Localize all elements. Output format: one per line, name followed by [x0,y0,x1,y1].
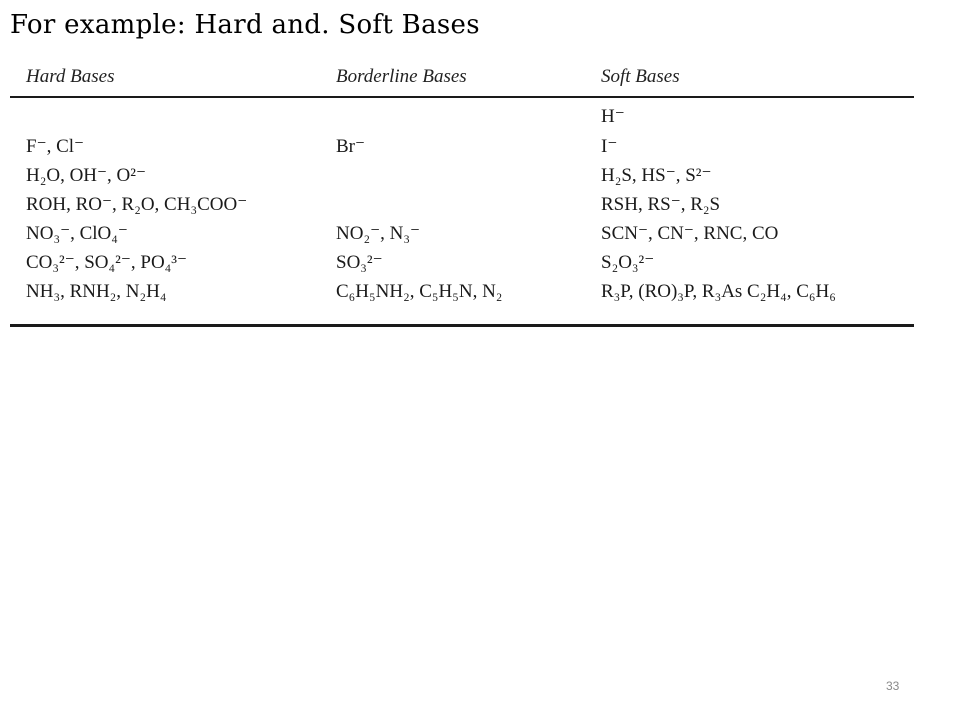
cell-hard: F⁻, Cl⁻ [26,136,85,157]
bases-table [10,62,914,327]
cell-soft: S₂O₃²⁻ [601,252,655,273]
table-row [10,105,914,131]
table-row [10,135,914,161]
table-header [10,62,914,98]
cell-borderline: SO₃²⁻ [336,252,383,273]
cell-hard: NO₃⁻, ClO₄⁻ [26,223,128,244]
slide-title: For example: Hard and. Soft Bases [10,10,480,40]
cell-soft: H⁻ [601,106,625,127]
cell-hard: ROH, RO⁻, R₂O, CH₃COO⁻ [26,194,248,215]
cell-hard: H₂O, OH⁻, O²⁻ [26,165,146,186]
cell-hard: NH₃, RNH₂, N₂H₄ [26,281,167,302]
header-hard-bases: Hard Bases [26,66,115,87]
header-borderline-bases: Borderline Bases [336,66,467,87]
table-body [10,98,914,327]
cell-soft: I⁻ [601,136,618,157]
cell-borderline: Br⁻ [336,136,366,157]
table-row [10,251,914,277]
header-soft-bases: Soft Bases [601,66,680,87]
page-number: 33 [886,679,900,693]
cell-soft: SCN⁻, CN⁻, RNC, CO [601,223,779,244]
cell-borderline: NO₂⁻, N₃⁻ [336,223,420,244]
cell-soft: RSH, RS⁻, R₂S [601,194,721,215]
table-row [10,164,914,190]
cell-soft: R₃P, (RO)₃P, R₃As C₂H₄, C₆H₆ [601,281,836,302]
table-row [10,222,914,248]
table-row [10,281,914,307]
table-row [10,193,914,219]
cell-hard: CO₃²⁻, SO₄²⁻, PO₄³⁻ [26,252,188,273]
cell-soft: H₂S, HS⁻, S²⁻ [601,165,712,186]
cell-borderline: C₆H₅NH₂, C₅H₅N, N₂ [336,281,503,302]
